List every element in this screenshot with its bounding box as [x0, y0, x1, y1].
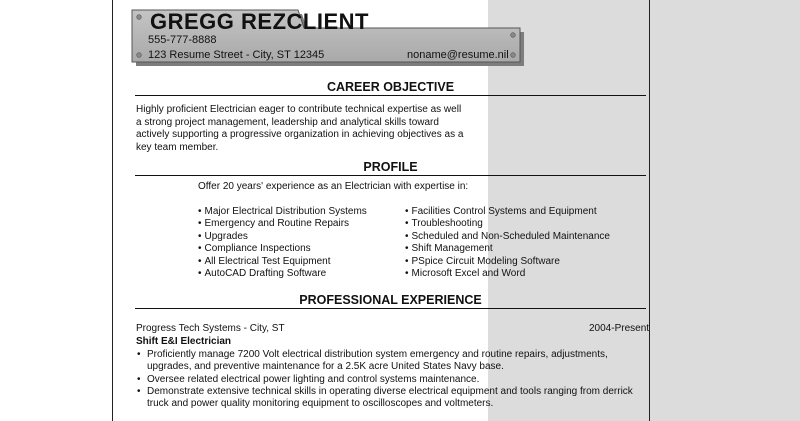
list-item: • All Electrical Test Equipment: [198, 256, 367, 268]
list-item: • Demonstrate extensive technical skills in operating diverse electrical equipment and tools ranging from derrick truck and power quality monitoring equipment to oscilloscopes and voltmeters.: [136, 386, 651, 411]
phone-number: 555-777-8888: [148, 34, 217, 46]
applicant-name: GREGG REZCLIENT: [150, 9, 369, 34]
email-address[interactable]: noname@resume.nil: [407, 49, 509, 61]
section-divider: [135, 308, 646, 309]
section-title-career-objective: CAREER OBJECTIVE: [326, 80, 455, 94]
objective-line: a strong project management, leadership and analytical skills toward: [136, 116, 439, 128]
list-item: • Microsoft Excel and Word: [405, 268, 610, 280]
list-item: • Scheduled and Non-Scheduled Maintenance: [405, 231, 610, 243]
list-item: • Proficiently manage 7200 Volt electrical distribution system emergency and routine repairs, adjustments, upgrades, and preventive maintenance for a 2.5K acre United States Navy base.: [136, 349, 651, 374]
rivet-icon: [137, 15, 142, 20]
list-item: • PSpice Circuit Modeling Software: [405, 256, 610, 268]
list-item: • Upgrades: [198, 231, 367, 243]
list-item: • Facilities Control Systems and Equipment: [405, 206, 610, 218]
section-divider: [135, 175, 646, 176]
profile-intro: Offer 20 years' experience as an Electrician with expertise in:: [198, 181, 469, 192]
company-name: Progress Tech Systems - City, ST: [136, 323, 285, 334]
list-item: • Major Electrical Distribution Systems: [198, 206, 367, 218]
left-margin-rule: [112, 0, 113, 421]
section-title-professional-experience: PROFESSIONAL EXPERIENCE: [299, 293, 482, 307]
section-divider: [135, 95, 646, 96]
list-item: • Emergency and Routine Repairs: [198, 218, 367, 230]
skills-list-left: [198, 206, 367, 280]
objective-line: Highly proficient Electrician eager to contribute technical expertise as well: [136, 104, 462, 115]
list-item: • AutoCAD Drafting Software: [198, 268, 367, 280]
list-item: • Troubleshooting: [405, 218, 610, 230]
rivet-icon: [511, 33, 516, 38]
duties-list: [136, 349, 651, 410]
objective-paragraph: [136, 104, 486, 154]
job-title: Shift E&I Electrician: [136, 336, 232, 347]
list-item: • Compliance Inspections: [198, 243, 367, 255]
street-address: 123 Resume Street - City, ST 12345: [148, 49, 325, 61]
skills-list-right: [405, 206, 610, 280]
rivet-icon: [137, 53, 142, 58]
objective-line: actively supporting a progressive organization in achieving objectives as a: [136, 129, 464, 141]
section-title-profile: PROFILE: [363, 160, 418, 174]
list-item: • Shift Management: [405, 243, 610, 255]
employment-dates: 2004-Present: [589, 323, 650, 334]
rivet-icon: [511, 53, 516, 58]
objective-line: key team member.: [136, 141, 219, 153]
list-item: • Oversee related electrical power lighting and control systems maintenance.: [136, 374, 651, 386]
